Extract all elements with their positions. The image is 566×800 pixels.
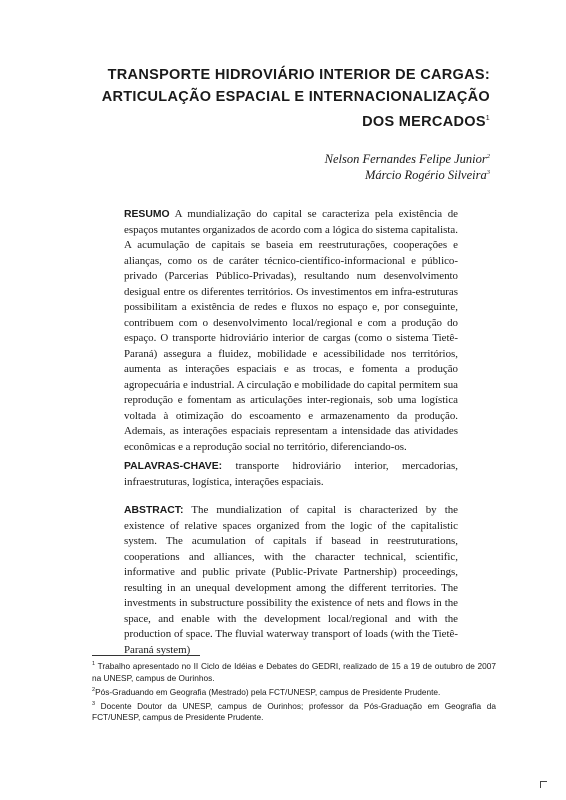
footnote-2 (92, 684, 496, 698)
footnote-separator (92, 655, 200, 656)
footnote-2-ref: 2 (92, 686, 96, 693)
footnote-1 (92, 658, 496, 684)
keywords-label: PALAVRAS-CHAVE: (124, 461, 223, 472)
abstract-label: ABSTRACT: (124, 505, 184, 516)
title-footnote-ref: 1 (485, 115, 490, 122)
author-2-ref: 3 (486, 169, 490, 176)
abstract-section (124, 503, 458, 658)
author-1-ref: 2 (486, 153, 490, 160)
paper-title-line-2 (60, 86, 490, 108)
author-2-name: Márcio Rogério Silveira (365, 168, 487, 183)
keywords-section (124, 459, 458, 490)
title-text-3: DOS MERCADOS (362, 113, 486, 130)
resumo-text: A mundialização do capital se caracteriza pela existência de espaços mutantes organizados de acordo com a lógica do sistema capitalista. A acumulação de capitais se baseia em reestruturações, cooperações e alianças, como os de caráter técnico-científico-informacional e público-privado (Parcerias Público-Privadas), resultando num desenvolvimento desigual entre os diferentes territórios. Os investimentos em infra-estruturas possibilitam a existência de redes e fluxos no espaço e, por conseguinte, contribuem com o desenvolvimento local/regional e com a produção do espaço. O transporte hidroviário interior de cargas (como o sistema Tietê-Paraná) assegura a fluidez, mobilidade e acessibilidade nos territórios, aumenta as interações espaciais e as trocas, e fomenta a produção agropecuária e industrial. A circulação e mobilidade do capital permitem sua reprodução e fomentam as articulações inter-regionais, sob uma logística voltada à otimização do escoamento e armazenamento da produção. Ademais, as interações espaciais representam a intensidade das atividades econômicas e a reprodução social no território, diferenciando-os. (124, 208, 458, 453)
footnote-3-text: Docente Doutor da UNESP, campus de Ourinhos; professor da Pós-Graduação em Geografia da FCT/UNESP, campus de Presidente Prudente. (92, 700, 496, 723)
title-text-1: TRANSPORTE HIDROVIÁRIO INTERIOR DE CARGAS: (107, 67, 490, 83)
author-2 (365, 164, 490, 184)
footnote-3-ref: 3 (92, 700, 96, 707)
resumo-section (124, 207, 458, 455)
keywords-text: transporte hidroviário interior, mercadorias, infraestruturas, logística, interações espaciais. (124, 460, 458, 488)
resumo-label: RESUMO (124, 209, 170, 220)
footnote-1-ref: 1 (92, 661, 96, 667)
footnotes (92, 658, 496, 723)
abstract-text: The mundialization of capital is characterized by the existence of relative spaces organized from the logic of the capitalistic system. The acumulation of capitals if basead in reestruturations, cooperations and alliances, with the character technical, scientific, informative and public private (Public-Private Partnership) proceedings, resulting in an unequal development among the different territories. The investments in substructure possibility the existence of nets and flows in the space, and enable with the development local/regional and with the production of space. The fluvial waterway transport of loads (with the Tietê-Paraná system) (124, 504, 459, 656)
paper-title-line-1 (60, 64, 490, 86)
footnote-3 (92, 698, 496, 724)
author-1-name: Nelson Fernandes Felipe Junior (324, 152, 487, 167)
paper-title-line-3 (60, 108, 490, 133)
title-text-2: ARTICULAÇÃO ESPACIAL E INTERNACIONALIZAÇÃO (101, 89, 490, 105)
footnote-2-text: Pós-Graduando em Geografia (Mestrado) pela FCT/UNESP, campus de Presidente Prudente. (95, 686, 441, 697)
crop-mark (540, 781, 547, 788)
footnote-1-text: Trabalho apresentado no II Ciclo de Idéias e Debates do GEDRI, realizado de 15 a 19 de outubro de 2007 na UNESP, campus de Ourinhos. (92, 660, 496, 683)
